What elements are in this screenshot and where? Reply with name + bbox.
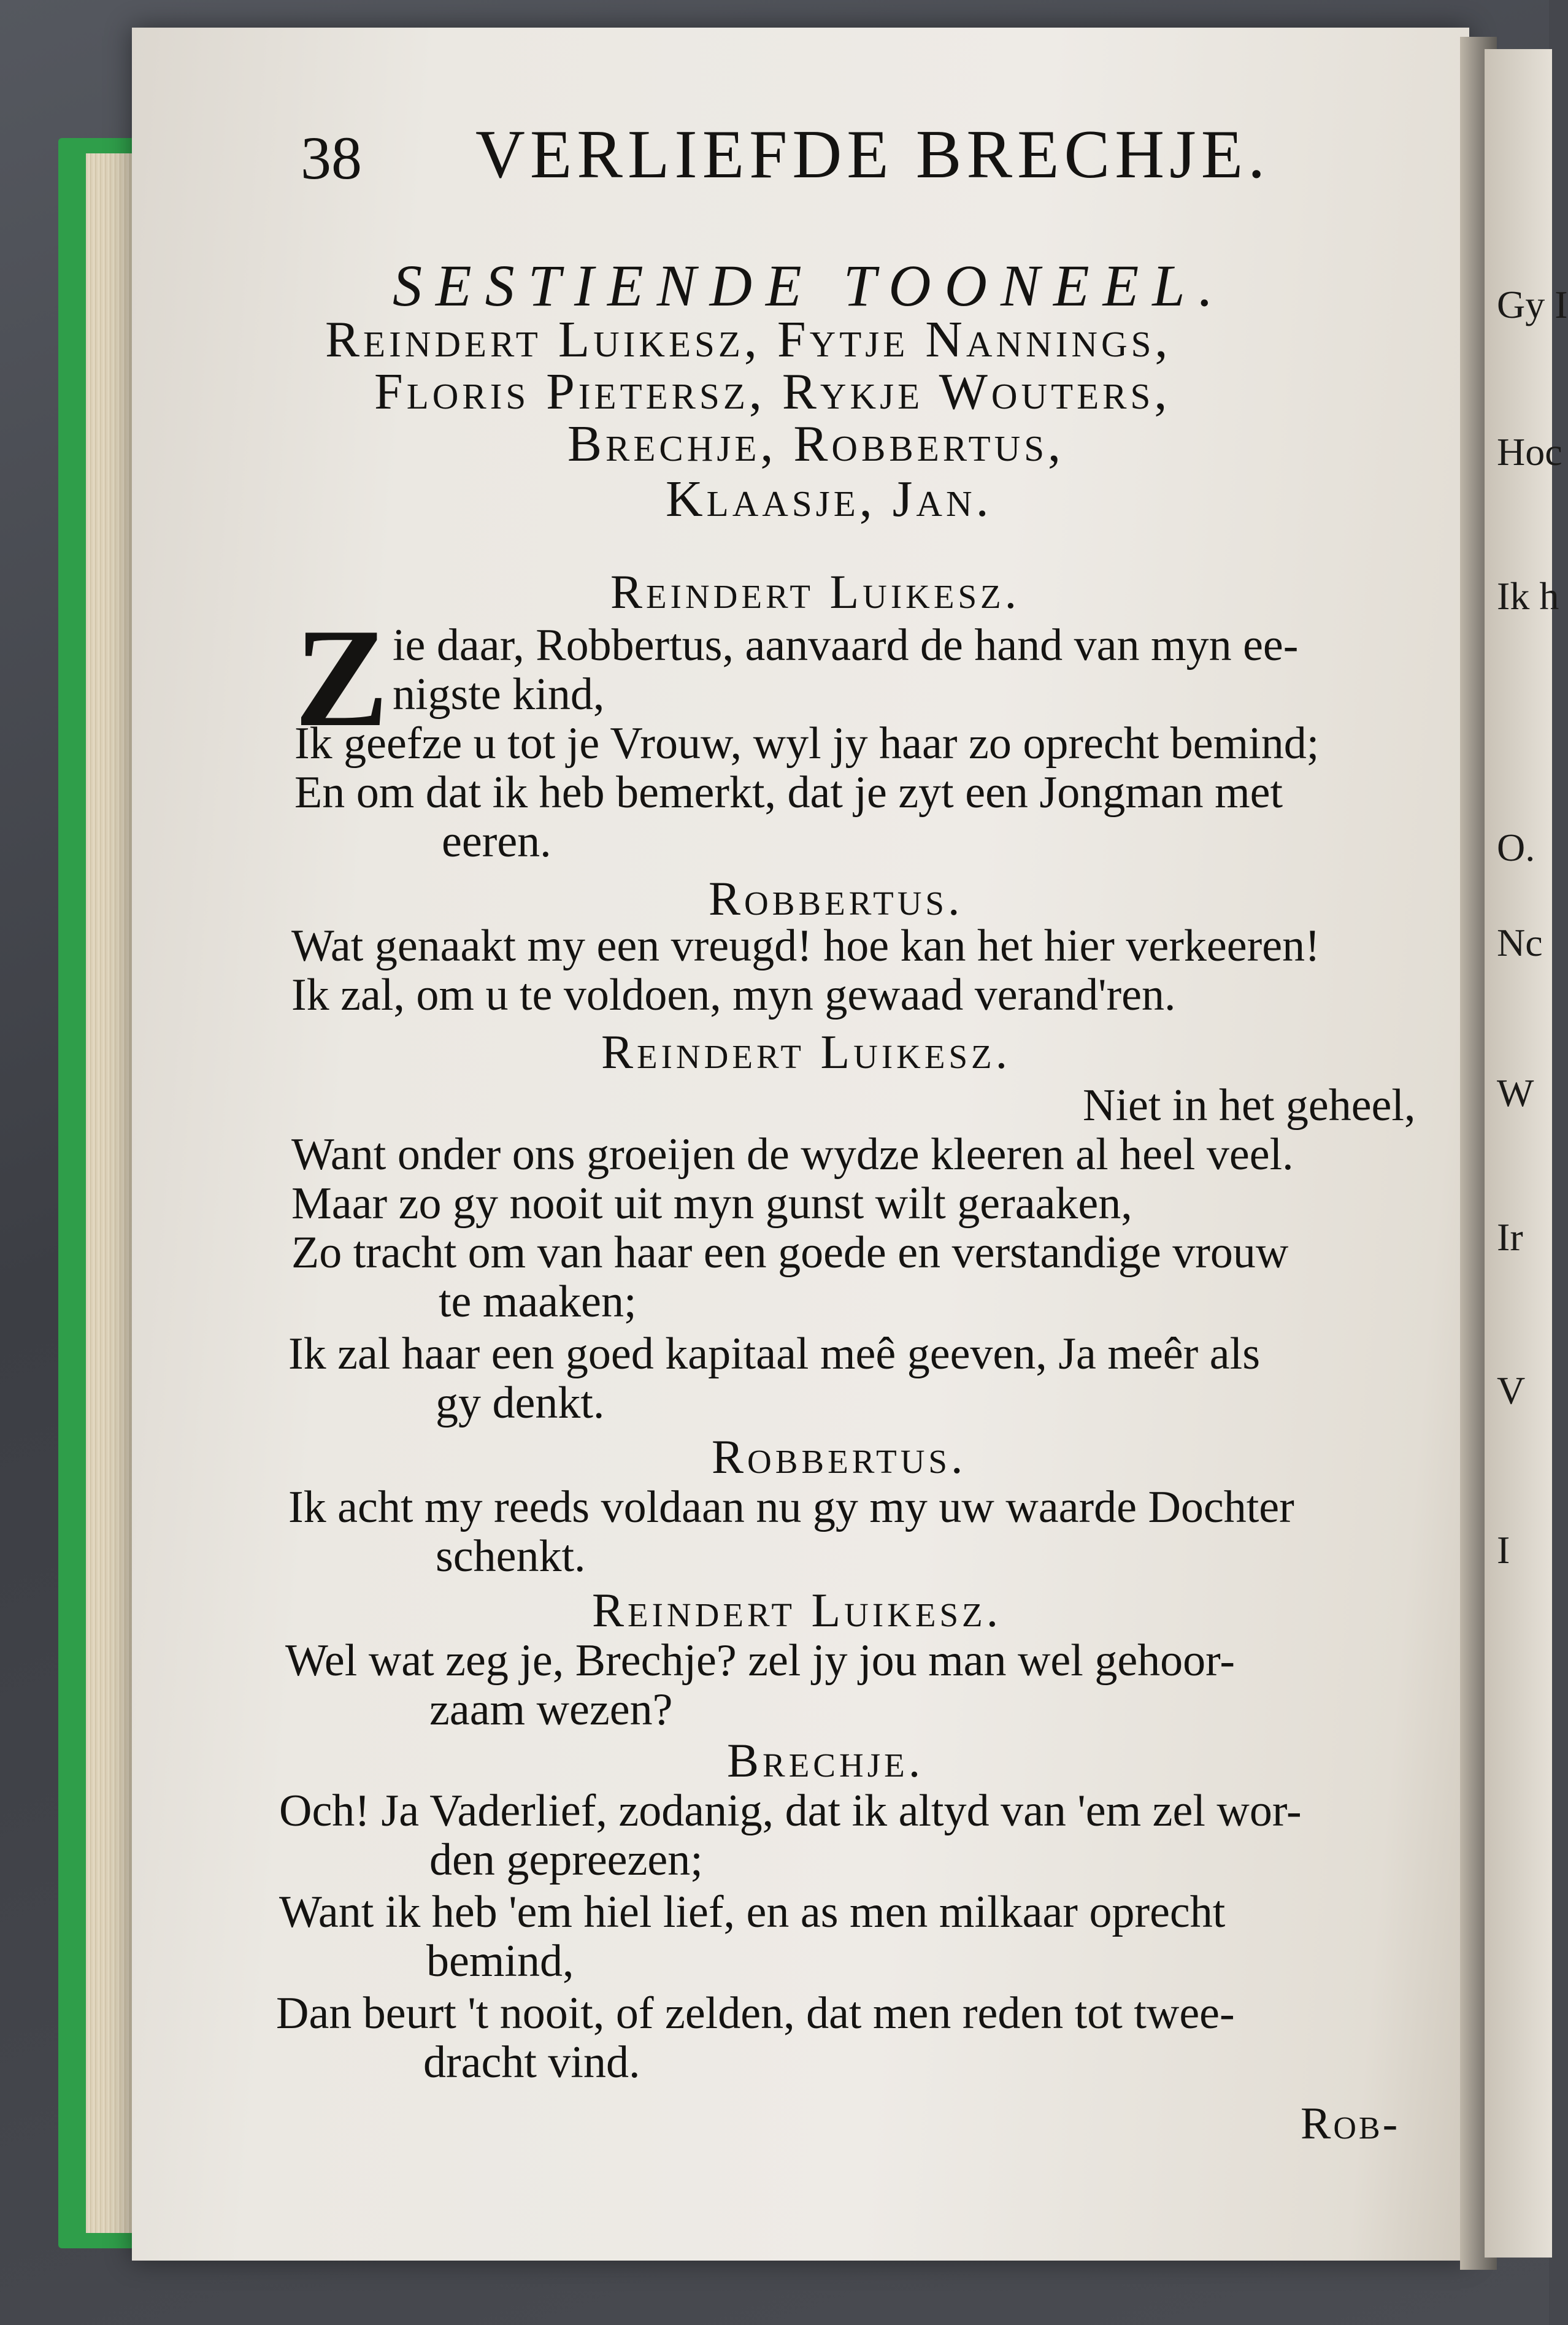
facing-page-fragment: Gy I [1497, 283, 1568, 326]
speaker-name: Robbertus. [712, 1430, 967, 1483]
verse-line: zaam wezen? [429, 1685, 673, 1735]
facing-page-fragment: Hoc [1497, 430, 1562, 474]
speaker-name: Reindert Luikesz. [601, 1025, 1012, 1078]
facing-page-fragment: W [1497, 1071, 1534, 1115]
verse-line: Maar zo gy nooit uit myn gunst wilt geraaken, [291, 1178, 1132, 1229]
cast-line: Brechje, Robbertus, [567, 415, 1065, 472]
facing-page-fragment: O. [1497, 826, 1535, 869]
verse-line: Och! Ja Vaderlief, zodanig, dat ik altyd van 'em zel wor- [279, 1786, 1302, 1836]
catchword: Rob- [1301, 2099, 1401, 2149]
facing-page-fragment: Ik h [1497, 574, 1559, 618]
verse-line: schenkt. [436, 1531, 586, 1581]
verse-line: nigste kind, [393, 669, 605, 720]
speaker-name: Reindert Luikesz. [592, 1583, 1002, 1637]
verse-line: gy denkt. [436, 1378, 605, 1428]
facing-page-fragment: Nc [1497, 921, 1543, 964]
page-number: 38 [301, 124, 362, 192]
verse-line: Want onder ons groeijen de wydze kleeren al heel veel. [291, 1129, 1294, 1180]
verse-line: ie daar, Robbertus, aanvaard de hand van myn ee- [393, 620, 1299, 671]
verse-line: Ik acht my reeds voldaan nu gy my uw waarde Dochter [288, 1482, 1294, 1532]
verse-line: dracht vind. [423, 2037, 640, 2088]
scene-title: SESTIENDE TOONEEL. [393, 253, 1227, 318]
cast-line: Klaasje, Jan. [666, 471, 993, 528]
speaker-name: Robbertus. [709, 872, 964, 925]
verse-line: eeren. [442, 817, 551, 867]
facing-page [1485, 49, 1552, 2258]
speaker-name: Reindert Luikesz. [610, 565, 1021, 618]
running-title: VERLIEFDE BRECHJE. [475, 117, 1270, 193]
verse-line: Ik zal haar een goed kapitaal meê geeven, Ja meêr als [288, 1329, 1260, 1379]
verse-line: Wel wat zeg je, Brechje? zel jy jou man wel gehoor- [285, 1635, 1235, 1686]
verse-line: Zo tracht om van haar een goede en verstandige vrouw [291, 1228, 1289, 1278]
verse-line: Niet in het geheel, [1083, 1080, 1416, 1131]
verse-line: den gepreezen; [429, 1835, 703, 1885]
cast-line: Reindert Luikesz, Fytje Nannings, [325, 311, 1172, 368]
verse-line: Ik geefze u tot je Vrouw, wyl jy haar zo oprecht bemind; [294, 718, 1320, 769]
verse-line: Want ik heb 'em hiel lief, en as men milkaar oprecht [279, 1887, 1226, 1937]
verse-line: Ik zal, om u te voldoen, myn gewaad verand'ren. [291, 970, 1176, 1020]
verse-line: En om dat ik heb bemerkt, dat je zyt een Jongman met [294, 767, 1283, 818]
verse-line: te maaken; [439, 1277, 637, 1327]
drop-cap: Z [294, 599, 389, 756]
speaker-name: Brechje. [727, 1734, 924, 1787]
facing-page-fragment: V [1497, 1369, 1526, 1412]
verse-line: bemind, [426, 1936, 574, 1986]
cast-line: Floris Pietersz, Rykje Wouters, [374, 363, 1171, 420]
verse-line: Wat genaakt my een vreugd! hoe kan het hier verkeeren! [291, 921, 1320, 971]
facing-page-fragment: I [1497, 1528, 1510, 1572]
facing-page-fragment: Ir [1497, 1215, 1523, 1259]
verse-line: Dan beurt 't nooit, of zelden, dat men reden tot twee- [276, 1988, 1235, 2039]
